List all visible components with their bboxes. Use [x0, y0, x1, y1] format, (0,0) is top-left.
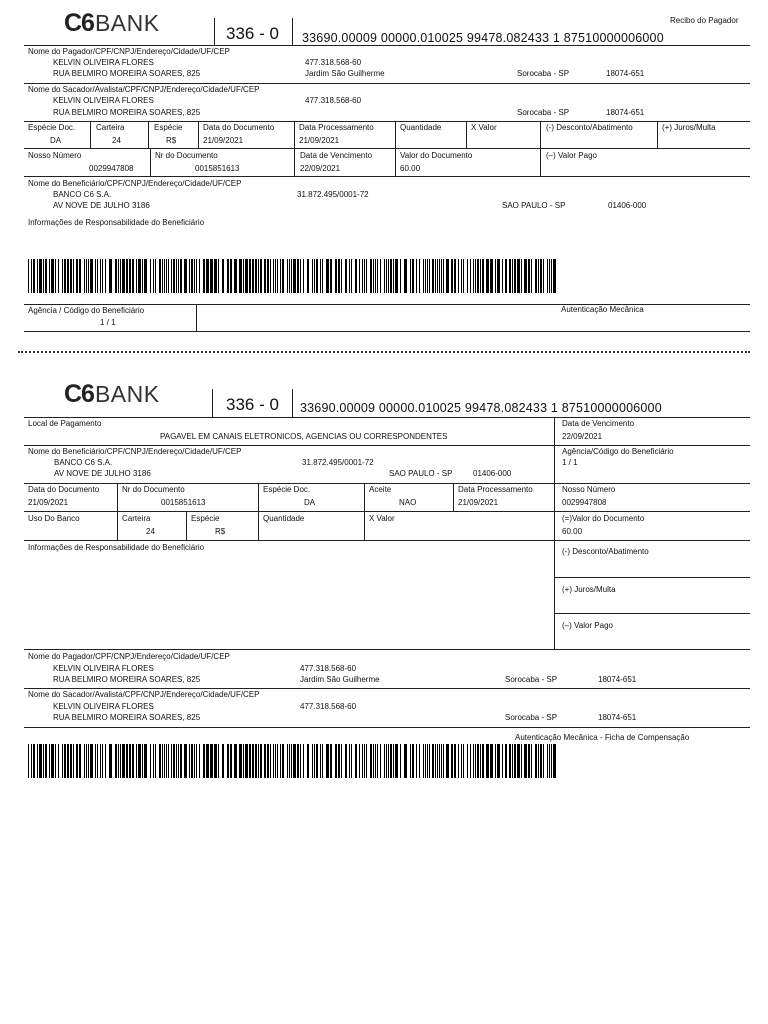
slip-especie-doc-value: DA — [304, 498, 316, 507]
xvalor-label: X Valor — [471, 123, 497, 132]
slip-sacador-cep: 18074-651 — [598, 713, 637, 722]
slip-desconto-label: (-) Desconto/Abatimento — [562, 547, 649, 556]
slip-sacador-name: KELVIN OLIVEIRA FLORES — [53, 702, 154, 711]
slip-data-proc-label: Data Processamento — [458, 485, 533, 494]
beneficiario-city: SAO PAULO - SP — [502, 201, 566, 210]
digitable-line-2[interactable]: 33690.00009 00000.010025 99478.082433 1 87510000006000 — [300, 401, 662, 415]
slip-especie-label: Espécie — [191, 514, 220, 523]
quantidade-label: Quantidade — [400, 123, 442, 132]
desconto-label: (-) Desconto/Abatimento — [546, 123, 633, 132]
agencia-value: 1 / 1 — [100, 318, 116, 327]
info-label: Informações de Responsabilidade do Beneficiário — [28, 218, 205, 227]
bank-code-2: 336 - 0 — [226, 395, 279, 414]
slip-pagador-label: Nome do Pagador/CPF/CNPJ/Endereço/Cidade/UF/CEP — [28, 652, 230, 661]
especie-doc-label: Espécie Doc. — [28, 123, 76, 132]
beneficiario-cep: 01406-000 — [608, 201, 647, 210]
slip-data-proc-value: 21/09/2021 — [458, 498, 499, 507]
slip-nosso-numero-label: Nosso Número — [562, 485, 616, 494]
slip-sacador-cpf: 477.318.568-60 — [300, 702, 357, 711]
slip-valor-doc-label: (=)Valor do Documento — [562, 514, 645, 523]
data-doc-label: Data do Documento — [203, 123, 275, 132]
slip-beneficiario-city: SAO PAULO - SP — [389, 469, 453, 478]
sacador-name: KELVIN OLIVEIRA FLORES — [53, 96, 154, 105]
slip-vencimento-value: 22/09/2021 — [562, 432, 603, 441]
pagador-label: Nome do Pagador/CPF/CNPJ/Endereço/Cidade/UF/CEP — [28, 47, 230, 56]
slip-sacador-label: Nome do Sacador/Avalista/CPF/CNPJ/Endereço/Cidade/UF/CEP — [28, 690, 260, 699]
slip-nosso-numero-value: 0029947808 — [562, 498, 607, 507]
vencimento-label: Data de Vencimento — [300, 151, 373, 160]
c6-bank-logo: C6 BANK — [64, 9, 160, 37]
slip-quantidade-label: Quantidade — [263, 514, 305, 523]
receipt-title: Recibo do Pagador — [670, 16, 739, 25]
data-doc-value: 21/09/2021 — [203, 136, 244, 145]
slip-beneficiario-label: Nome do Beneficiário/CPF/CNPJ/Endereço/Cidade/UF/CEP — [28, 447, 242, 456]
especie-doc-value: DA — [50, 136, 62, 145]
autenticacao-label: Autenticação Mecânica — [561, 305, 644, 314]
nr-doc-label: Nr do Documento — [155, 151, 218, 160]
slip-info-label: Informações de Responsabilidade do Beneficiário — [28, 543, 205, 552]
slip-nr-doc-label: Nr do Documento — [122, 485, 185, 494]
slip-sacador-street: RUA BELMIRO MOREIRA SOARES, 825 — [53, 713, 201, 722]
pagador-name: KELVIN OLIVEIRA FLORES — [53, 58, 154, 67]
carteira-label: Carteira — [96, 123, 125, 132]
slip-beneficiario-name: BANCO C6 S.A. — [54, 458, 113, 467]
slip-carteira-value: 24 — [146, 527, 155, 536]
valor-doc-label: Valor do Documento — [400, 151, 473, 160]
sacador-street: RUA BELMIRO MOREIRA SOARES, 825 — [53, 108, 201, 117]
sacador-label: Nome do Sacador/Avalista/CPF/CNPJ/Endereço/Cidade/UF/CEP — [28, 85, 260, 94]
beneficiario-cnpj: 31.872.495/0001-72 — [297, 190, 369, 199]
slip-especie-value: R$ — [215, 527, 226, 536]
sacador-cep: 18074-651 — [606, 108, 645, 117]
pagador-street: RUA BELMIRO MOREIRA SOARES, 825 — [53, 69, 201, 78]
pagador-cpf: 477.318.568-60 — [305, 58, 362, 67]
slip-pagador-city: Sorocaba - SP — [505, 675, 558, 684]
cut-line — [18, 351, 750, 353]
slip-nr-doc-value: 0015851613 — [161, 498, 206, 507]
slip-pagador-street: RUA BELMIRO MOREIRA SOARES, 825 — [53, 675, 201, 684]
data-proc-label: Data Processamento — [299, 123, 374, 132]
nr-doc-value: 0015851613 — [195, 164, 240, 173]
slip-beneficiario-street: AV NOVE DE JULHO 3186 — [54, 469, 151, 478]
local-value: PAGAVEL EM CANAIS ELETRONICOS, AGENCIAS OU CORRESPONDENTES — [160, 432, 448, 441]
data-proc-value: 21/09/2021 — [299, 136, 340, 145]
slip-valor-doc-value: 60.00 — [562, 527, 583, 536]
slip-pagador-cep: 18074-651 — [598, 675, 637, 684]
slip-uso-banco-label: Uso Do Banco — [28, 514, 80, 523]
slip-beneficiario-cnpj: 31.872.495/0001-72 — [302, 458, 374, 467]
slip-data-doc-value: 21/09/2021 — [28, 498, 69, 507]
slip-juros-label: (+) Juros/Multa — [562, 585, 616, 594]
slip-autenticacao-label: Autenticação Mecânica - Ficha de Compensação — [515, 733, 690, 742]
beneficiario-label: Nome do Beneficiário/CPF/CNPJ/Endereço/Cidade/UF/CEP — [28, 179, 242, 188]
valor-doc-value: 60.00 — [400, 164, 421, 173]
sacador-cpf: 477.318.568-60 — [305, 96, 362, 105]
slip-xvalor-label: X Valor — [369, 514, 395, 523]
beneficiario-street: AV NOVE DE JULHO 3186 — [53, 201, 150, 210]
beneficiario-name: BANCO C6 S.A. — [53, 190, 112, 199]
slip-sacador-city: Sorocaba - SP — [505, 713, 558, 722]
nosso-numero-value: 0029947808 — [89, 164, 134, 173]
pagador-city: Sorocaba - SP — [517, 69, 570, 78]
slip-beneficiario-cep: 01406-000 — [473, 469, 512, 478]
pagador-district: Jardim São Guilherme — [305, 69, 385, 78]
slip-pagador-name: KELVIN OLIVEIRA FLORES — [53, 664, 154, 673]
nosso-numero-label: Nosso Número — [28, 151, 82, 160]
local-label: Local de Pagamento — [28, 419, 102, 428]
barcode-top — [28, 259, 556, 293]
juros-label: (+) Juros/Multa — [662, 123, 716, 132]
slip-agencia-label: Agência/Código do Beneficiário — [562, 447, 674, 456]
slip-especie-doc-label: Espécie Doc. — [263, 485, 311, 494]
slip-agencia-value: 1 / 1 — [562, 458, 578, 467]
especie-value: R$ — [166, 136, 177, 145]
valor-pago-label: (–) Valor Pago — [546, 151, 597, 160]
digitable-line[interactable]: 33690.00009 00000.010025 99478.082433 1 87510000006000 — [302, 31, 664, 45]
slip-valor-pago-label: (–) Valor Pago — [562, 621, 613, 630]
vencimento-value: 22/09/2021 — [300, 164, 341, 173]
c6-bank-logo-2: C6 BANK — [64, 380, 160, 408]
carteira-value: 24 — [112, 136, 121, 145]
especie-label: Espécie — [154, 123, 183, 132]
bank-code: 336 - 0 — [226, 24, 279, 43]
slip-pagador-district: Jardim São Guilherme — [300, 675, 380, 684]
slip-vencimento-label: Data de Vencimento — [562, 419, 635, 428]
pagador-cep: 18074-651 — [606, 69, 645, 78]
slip-data-doc-label: Data do Documento — [28, 485, 100, 494]
slip-aceite-label: Aceite — [369, 485, 392, 494]
slip-aceite-value: NAO — [399, 498, 417, 507]
slip-carteira-label: Carteira — [122, 514, 151, 523]
agencia-label: Agência / Código do Beneficiário — [28, 306, 145, 315]
barcode-bottom — [28, 744, 556, 778]
sacador-city: Sorocaba - SP — [517, 108, 570, 117]
slip-pagador-cpf: 477.318.568-60 — [300, 664, 357, 673]
